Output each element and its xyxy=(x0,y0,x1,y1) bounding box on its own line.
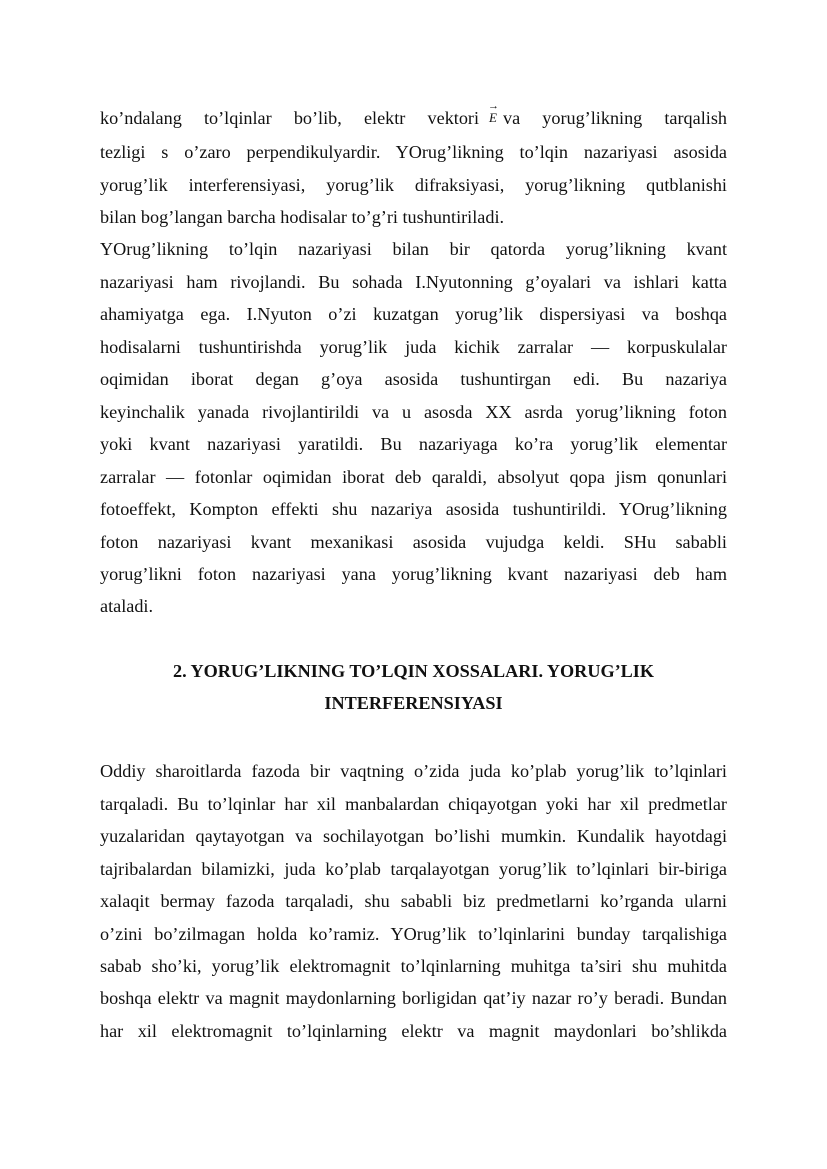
paragraph-2-line-1: YOrug’likning to’lqin nazariyasi bilan bir qatorda yorug’likning kvant xyxy=(100,239,727,259)
paragraph-2-line-6: keyinchalik yanada rivojlantirildi va u asosda XX asrda yorug’likning foton xyxy=(100,402,727,422)
paragraph-3-line-2: tarqaladi. Bu to’lqinlar har xil manbalardan chiqayotgan yoki har xil predmetlar xyxy=(100,794,727,814)
paragraph-1-line-3: yorug’lik interferensiyasi, yorug’lik difraksiyasi, yorug’likning qutblanishi xyxy=(100,175,727,195)
paragraph-1-line-2: tezligi s o’zaro perpendikulyardir. YOrug’likning to’lqin nazariyasi asosida xyxy=(100,142,727,162)
paragraph-3-line-9: har xil elektromagnit to’lqinlarning elektr va magnit maydonlari bo’shlikda xyxy=(100,1021,727,1041)
paragraph-2-line-12: ataladi. xyxy=(100,596,154,616)
paragraph-1-line-1-tail: va yorug’likning tarqalish xyxy=(503,108,727,128)
paragraph-1-line-4: bilan bog’langan barcha hodisalar to’g’ri tushuntiriladi. xyxy=(100,207,505,227)
electric-vector-symbol: → E xyxy=(489,106,497,130)
paragraph-3-line-1: Oddiy sharoitlarda fazoda bir vaqtning o’zida juda ko’plab yorug’lik to’lqinlari xyxy=(100,761,727,781)
section-heading-line-2: INTERFERENSIYASI xyxy=(324,693,503,713)
paragraph-3-line-3: yuzalaridan qaytayotgan va sochilayotgan bo’lishi mumkin. Kundalik hayotdagi xyxy=(100,826,727,846)
section-heading-line-1: 2. YORUG’LIKNING TO’LQIN XOSSALARI. YORUG’LIK xyxy=(172,661,655,681)
paragraph-2-line-7: yoki kvant nazariyasi yaratildi. Bu nazariyaga ko’ra yorug’lik elementar xyxy=(100,434,727,454)
vector-arrow-icon: → xyxy=(488,100,500,112)
paragraph-3-line-5: xalaqit bermay fazoda tarqaladi, shu sababli biz predmetlarni ko’rganda ularni xyxy=(100,891,727,911)
paragraph-3-line-8: boshqa elektr va magnit maydonlarning borligidan qat’iy nazar ro’y beradi. Bundan xyxy=(100,988,727,1008)
paragraph-2-line-5: oqimidan iborat degan g’oya asosida tushuntirgan edi. Bu nazariya xyxy=(100,369,727,389)
paragraph-2-line-4: hodisalarni tushuntirishda yorug’lik juda kichik zarralar — korpuskulalar xyxy=(100,337,727,357)
paragraph-3-line-6: o’zini bo’zilmagan holda ko’ramiz. YOrug’lik to’lqinlarini bunday tarqalishiga xyxy=(100,924,727,944)
paragraph-3-line-7: sabab sho’ki, yorug’lik elektromagnit to’lqinlarning muhitga ta’siri shu muhitda xyxy=(100,956,727,976)
paragraph-1-line-1 xyxy=(100,100,727,130)
paragraph-2-line-3: ahamiyatga ega. I.Nyuton o’zi kuzatgan yorug’lik dispersiyasi va boshqa xyxy=(100,304,727,324)
paragraph-1-line-1-text: ko’ndalang to’lqinlar bo’lib, elektr vektori xyxy=(100,108,480,128)
paragraph-2-line-10: foton nazariyasi kvant mexanikasi asosida vujudga keldi. SHu sababli xyxy=(100,532,727,552)
paragraph-2-line-11: yorug’likni foton nazariyasi yana yorug’likning kvant nazariyasi deb ham xyxy=(100,564,727,584)
paragraph-2-line-8: zarralar — fotonlar oqimidan iborat deb qaraldi, absolyut qopa jism qonunlari xyxy=(100,467,727,487)
paragraph-2-line-2: nazariyasi ham rivojlandi. Bu sohada I.Nyutonning g’oyalari va ishlari katta xyxy=(100,272,727,292)
paragraph-2-line-9: fotoeffekt, Kompton effekti shu nazariya asosida tushuntirildi. YOrug’likning xyxy=(100,499,727,519)
paragraph-3-line-4: tajribalardan bilamizki, juda ko’plab tarqalayotgan yorug’lik to’lqinlari bir-biriga xyxy=(100,859,727,879)
